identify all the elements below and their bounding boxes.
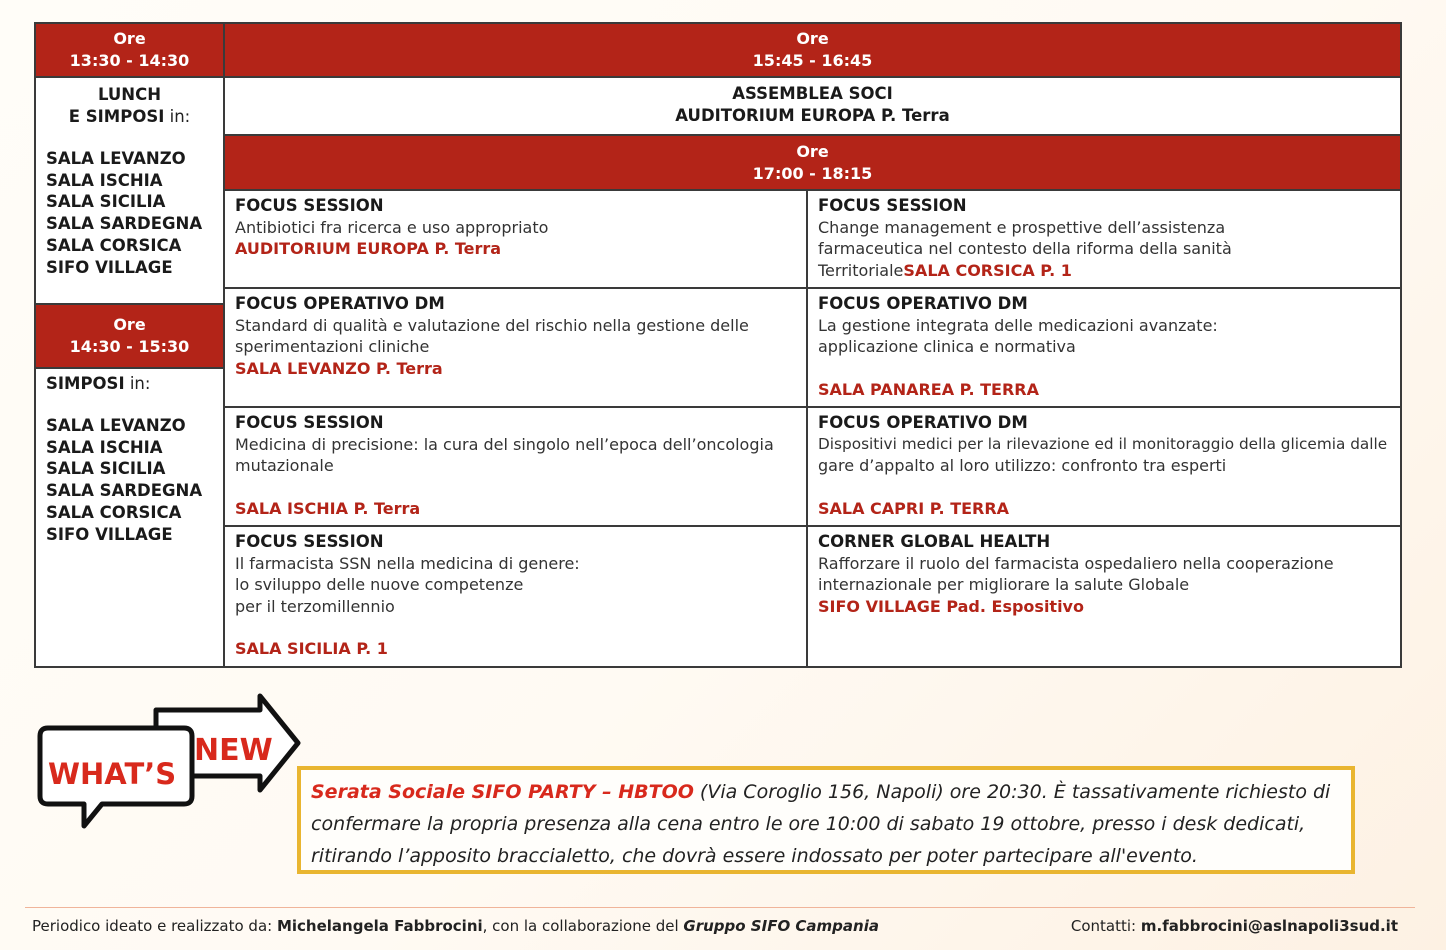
time-label: Ore	[796, 141, 829, 161]
room-item: SALA CORSICA	[46, 235, 182, 255]
room-item: SIFO VILLAGE	[46, 257, 173, 277]
session-desc: gare d’appalto al loro utilizzo: confronto tra esperti	[818, 456, 1227, 475]
whats-text: WHAT’S	[48, 757, 177, 791]
session-title: FOCUS SESSION	[818, 196, 967, 215]
session-desc: Il farmacista SSN nella medicina di genere:	[235, 553, 580, 573]
room-item: SALA SARDEGNA	[46, 214, 203, 234]
session-medicina-precisione	[223, 406, 808, 527]
time-header-15-45	[223, 22, 1402, 78]
whats-new-graphic	[34, 688, 304, 838]
note-text: (Via Coroglio 156, Napoli) ore 20:30. È tassativamente richiesto di confermare la propria presenza alla cena entro le ore 10:00 di sabato 19 ottobre, presso i desk dedicati, ritirando l’apposito braccialetto, che dovrà essere indossato per poter partecipare all'evento.	[311, 781, 1331, 867]
session-desc: per il terzomillennio	[235, 596, 395, 616]
footer-prefix: Periodico ideato e realizzato da:	[32, 917, 277, 935]
session-title: FOCUS SESSION	[235, 413, 384, 432]
in-label: in:	[129, 374, 151, 393]
session-title: FOCUS OPERATIVO DM	[235, 294, 445, 313]
session-medicazioni	[806, 287, 1402, 408]
session-desc: mutazionale	[235, 456, 334, 475]
time-header-14-30	[34, 303, 225, 369]
contact-label: Contatti:	[1070, 917, 1141, 935]
new-text: NEW	[194, 733, 273, 768]
assemblea-cell	[223, 76, 1402, 136]
simposi-room-list	[46, 415, 213, 545]
session-room: SALA CORSICA P. 1	[903, 260, 1072, 280]
footer-credits	[32, 917, 879, 935]
time-range: 17:00 - 18:15	[752, 163, 873, 183]
session-title: FOCUS SESSION	[235, 196, 384, 215]
session-desc: farmaceutica nel contesto della riforma della sanità	[818, 239, 1232, 258]
session-room: SALA ISCHIA P. Terra	[235, 498, 421, 518]
room-item: SALA LEVANZO	[46, 149, 186, 168]
session-title: CORNER GLOBAL HEALTH	[818, 532, 1051, 551]
in-label: in:	[169, 107, 191, 126]
footer-mid: , con la collaborazione del	[482, 917, 684, 935]
session-desc: sperimentazioni cliniche	[235, 337, 430, 356]
contact-email[interactable]: m.fabbrocini@aslnapoli3sud.it	[1140, 917, 1398, 935]
session-global-health	[806, 525, 1402, 668]
session-room: SALA SICILIA P. 1	[235, 639, 388, 658]
session-room: SALA LEVANZO P. Terra	[235, 358, 443, 378]
session-change-management	[806, 189, 1402, 289]
session-desc: lo sviluppo delle nuove competenze	[235, 575, 524, 594]
time-range: 14:30 - 15:30	[69, 337, 190, 356]
session-title: FOCUS OPERATIVO DM	[818, 413, 1028, 432]
session-dispositivi-glicemia	[806, 406, 1402, 527]
session-antibiotici	[223, 189, 808, 289]
session-desc: Territoriale	[818, 260, 904, 280]
room-item: SALA SARDEGNA	[46, 481, 203, 501]
assemblea-room: AUDITORIUM EUROPA P. Terra	[675, 106, 950, 125]
time-range: 15:45 - 16:45	[752, 51, 873, 70]
session-desc: Dispositivi medici per la rilevazione ed il monitoraggio della glicemia dalle	[818, 434, 1388, 453]
time-header-13-30	[34, 22, 225, 78]
session-title: FOCUS OPERATIVO DM	[818, 294, 1028, 313]
session-desc: applicazione clinica e normativa	[818, 337, 1076, 356]
assemblea-title: ASSEMBLEA SOCI	[732, 84, 893, 103]
note-highlight: Serata Sociale SIFO PARTY – HBTOO	[311, 781, 694, 803]
session-room: SALA CAPRI P. TERRA	[818, 498, 1010, 518]
session-room: SIFO VILLAGE Pad. Espositivo	[818, 596, 1084, 616]
session-desc: La gestione integrata delle medicazioni avanzate:	[818, 315, 1218, 335]
simposi-cell	[34, 367, 225, 668]
session-desc: Rafforzare il ruolo del farmacista ospedaliero nella cooperazione	[818, 553, 1334, 573]
simposi-title: E SIMPOSI	[68, 107, 165, 126]
session-medicina-genere	[223, 525, 808, 668]
room-item: SIFO VILLAGE	[46, 524, 173, 544]
session-room: AUDITORIUM EUROPA P. Terra	[235, 239, 502, 258]
time-label: Ore	[113, 315, 146, 334]
time-header-17-00	[223, 134, 1402, 191]
footer-divider	[25, 907, 1415, 908]
room-item: SALA SICILIA	[46, 192, 166, 212]
time-label: Ore	[113, 29, 146, 48]
footer-contact	[1071, 917, 1398, 935]
simposi-title: SIMPOSI	[46, 374, 125, 393]
time-range: 13:30 - 14:30	[69, 51, 190, 70]
session-standard-qualita	[223, 287, 808, 408]
footer-author: Michelangela Fabbrocini	[276, 917, 483, 935]
session-desc: internazionale per migliorare la salute Globale	[818, 575, 1190, 594]
room-item: SALA ISCHIA	[46, 437, 163, 457]
room-item: SALA ISCHIA	[46, 170, 163, 190]
room-item: SALA CORSICA	[46, 502, 182, 522]
room-item: SALA LEVANZO	[46, 416, 186, 435]
session-desc: Antibiotici fra ricerca e uso appropriato	[235, 217, 549, 237]
session-desc: Medicina di precisione: la cura del singolo nell’epoca dell’oncologia	[235, 434, 774, 454]
lunch-simposi-cell	[34, 76, 225, 305]
session-desc: Standard di qualità e valutazione del rischio nella gestione delle	[235, 315, 749, 335]
session-desc: Change management e prospettive dell’assistenza	[818, 217, 1226, 237]
session-title: FOCUS SESSION	[235, 532, 384, 551]
lunch-title: LUNCH	[97, 85, 162, 104]
time-label: Ore	[796, 29, 829, 48]
serata-sociale-note	[297, 766, 1355, 874]
lunch-room-list	[46, 148, 213, 278]
footer-group: Gruppo SIFO Campania	[683, 917, 879, 935]
room-item: SALA SICILIA	[46, 459, 166, 479]
session-room: SALA PANAREA P. TERRA	[818, 379, 1039, 399]
